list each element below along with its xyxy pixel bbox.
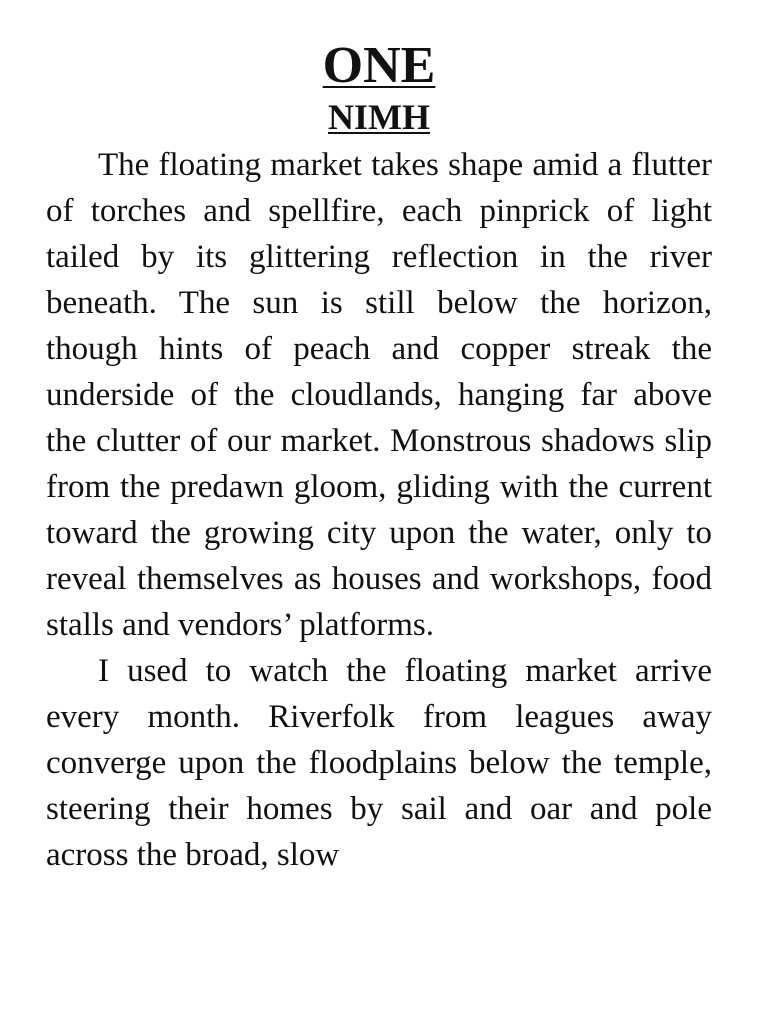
chapter-number: ONE <box>322 37 436 94</box>
chapter-title: NIMH <box>328 97 430 137</box>
body-paragraph: I used to watch the floating market arrive every month. Riverfolk from leagues away converge upon the floodplains below the temple, steering their homes by sail and oar and pole across the broad, slow <box>46 653 712 873</box>
book-page <box>46 36 712 878</box>
body-paragraph: The floating market takes shape amid a flutter of torches and spellfire, each pinprick of light tailed by its glittering reflection in the river beneath. The sun is still below the horizon, though hints of peach and copper streak the underside of the cloudlands, hanging far above the clutter of our market. Monstrous shadows slip from the predawn gloom, gliding with the current toward the growing city upon the water, only to reveal themselves as houses and workshops, food stalls and vendors’ platforms. <box>46 147 712 643</box>
